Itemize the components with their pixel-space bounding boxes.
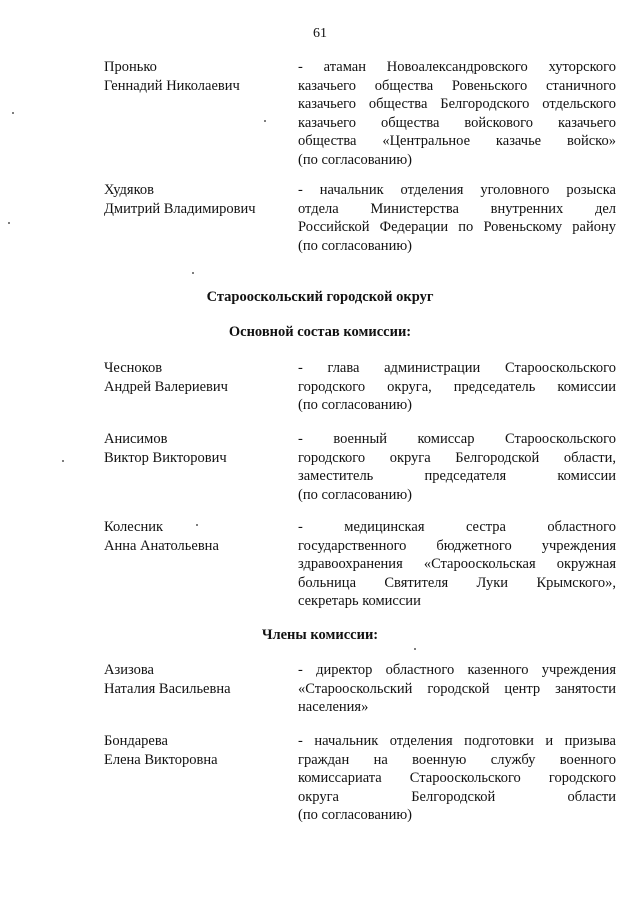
given-name: Елена Викторовна bbox=[104, 752, 218, 768]
role-line: здравоохранения «Старооскольская окружная bbox=[298, 556, 616, 572]
surname: Азизова bbox=[104, 662, 154, 678]
scan-speck bbox=[12, 112, 14, 114]
surname: Чесноков bbox=[104, 360, 163, 376]
role-line: комиссариата Старооскольского городского bbox=[298, 770, 616, 786]
scan-speck bbox=[192, 272, 194, 274]
role-line: больница Святителя Луки Крымского», bbox=[298, 574, 616, 591]
person-name bbox=[104, 359, 294, 397]
role-line: (по согласованию) bbox=[298, 237, 412, 254]
surname: Худяков bbox=[104, 182, 154, 198]
person-name bbox=[104, 732, 294, 770]
person-name bbox=[104, 518, 294, 556]
given-name: Наталия Васильевна bbox=[104, 681, 231, 697]
role-line: - атаман Новоалександровского хуторского bbox=[298, 59, 616, 75]
person-role bbox=[298, 359, 616, 415]
scan-speck bbox=[264, 120, 266, 122]
scan-speck bbox=[8, 222, 10, 224]
role-line: отдела Министерства внутренних дел bbox=[298, 200, 616, 217]
role-line: казачьего общества войскового казачьего bbox=[298, 114, 616, 131]
role-line: - военный комиссар Старооскольского bbox=[298, 431, 616, 447]
role-line: казачьего общества Ровеньского станичного bbox=[298, 77, 616, 94]
given-name: Геннадий Николаевич bbox=[104, 78, 240, 94]
surname: Колесник bbox=[104, 519, 164, 535]
district-heading: Старооскольский городской округ bbox=[206, 289, 434, 305]
role-line: городского округа Белгородской области, bbox=[298, 449, 616, 466]
role-line: - директор областного казенного учреждения bbox=[298, 662, 616, 678]
given-name: Анна Анатольевна bbox=[104, 538, 219, 554]
given-name: Андрей Валериевич bbox=[104, 379, 228, 395]
given-name: Виктор Викторович bbox=[104, 450, 227, 466]
person-name bbox=[104, 181, 294, 219]
person-role bbox=[298, 430, 616, 504]
role-line: (по согласованию) bbox=[298, 807, 412, 823]
person-role bbox=[298, 732, 616, 825]
given-name: Дмитрий Владимирович bbox=[104, 201, 256, 217]
role-line: - начальник отделения подготовки и призыва bbox=[298, 733, 616, 749]
person-name bbox=[104, 58, 294, 96]
scan-speck bbox=[414, 648, 416, 650]
role-line: государственного бюджетного учреждения bbox=[298, 537, 616, 554]
role-line: населения» bbox=[298, 699, 369, 715]
role-line: - глава администрации Старооскольского bbox=[298, 360, 616, 376]
surname: Анисимов bbox=[104, 431, 168, 447]
role-line: городского округа, председатель комиссии bbox=[298, 378, 616, 395]
surname: Бондарева bbox=[104, 733, 168, 749]
role-line: казачьего общества Белгородского отдельского bbox=[298, 96, 616, 112]
surname: Пронько bbox=[104, 59, 157, 75]
role-line: - начальник отделения уголовного розыска bbox=[298, 182, 616, 198]
role-line: общества «Центральное казачье войско» bbox=[298, 133, 616, 149]
scan-speck bbox=[196, 524, 198, 526]
page-number: 61 bbox=[313, 26, 327, 41]
role-line: заместитель председателя комиссии bbox=[298, 468, 616, 484]
scan-speck bbox=[62, 460, 64, 462]
role-line: (по согласованию) bbox=[298, 151, 412, 168]
role-line: (по согласованию) bbox=[298, 486, 412, 503]
role-line: «Старооскольский городской центр занятости bbox=[298, 680, 616, 697]
members-heading: Члены комиссии: bbox=[261, 627, 379, 643]
person-role bbox=[298, 58, 616, 169]
role-line: секретарь комиссии bbox=[298, 593, 421, 609]
person-role bbox=[298, 661, 616, 717]
role-line: Российской Федерации по Ровеньскому району bbox=[298, 219, 616, 235]
person-name bbox=[104, 430, 294, 468]
person-name bbox=[104, 661, 294, 699]
role-line: - медицинская сестра областного bbox=[298, 519, 616, 535]
main-composition-heading: Основной состав комиссии: bbox=[228, 324, 412, 340]
role-line: округа Белгородской области bbox=[298, 788, 616, 805]
role-line: (по согласованию) bbox=[298, 397, 412, 413]
role-line: граждан на военную службу военного bbox=[298, 751, 616, 768]
person-role bbox=[298, 518, 616, 611]
person-role bbox=[298, 181, 616, 255]
